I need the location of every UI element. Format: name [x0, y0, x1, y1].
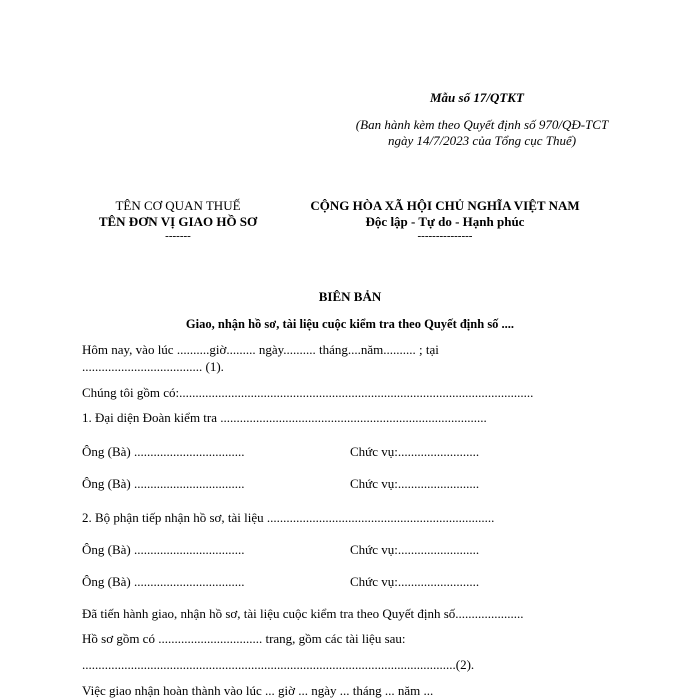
- agency-name: TÊN CƠ QUAN THUẾ: [115, 198, 241, 213]
- receiving-member-position: Chức vụ:.........................: [350, 574, 480, 589]
- agency-divider: -------: [165, 230, 191, 242]
- receiving-unit-heading: 2. Bộ phận tiếp nhận hồ sơ, tài liệu ......................................................................: [82, 510, 495, 525]
- national-motto: Độc lập - Tự do - Hạnh phúc: [365, 214, 525, 229]
- delivering-unit-name: TÊN ĐƠN VỊ GIAO HỒ SƠ: [98, 214, 258, 229]
- receiving-member-name: Ông (Bà) ..................................: [82, 542, 245, 557]
- inspection-member-name: Ông (Bà) ..................................: [82, 476, 245, 491]
- meeting-place-line: ..................................... (1).: [82, 359, 224, 374]
- receiving-member-name: Ông (Bà) ..................................: [82, 574, 245, 589]
- motto-divider: ---------------: [417, 230, 473, 242]
- inspection-team-heading: 1. Đại diện Đoàn kiểm tra ..................................................................................: [82, 410, 487, 425]
- issuance-note-line1: (Ban hành kèm theo Quyết định số 970/QĐ-TCT: [355, 117, 609, 132]
- national-header: [290, 198, 600, 242]
- document-subtitle: Giao, nhận hồ sơ, tài liệu cuộc kiểm tra theo Quyết định số ....: [185, 317, 515, 331]
- document-title: BIÊN BẢN: [318, 289, 382, 304]
- issuance-note: [340, 117, 624, 149]
- completion-time-line: Việc giao nhận hoàn thành vào lúc ... giờ ... ngày ... tháng ... năm ...: [82, 683, 434, 698]
- inspection-member-name: Ông (Bà) ..................................: [82, 444, 245, 459]
- meeting-time-line: Hôm nay, vào lúc ..........giờ......... ngày.......... tháng....năm.......... ; tại: [82, 342, 439, 357]
- dossier-pages-line: Hồ sơ gồm có ................................ trang, gồm các tài liệu sau:: [82, 631, 406, 646]
- receiving-member-position: Chức vụ:.........................: [350, 542, 480, 557]
- form-code: Mẫu số 17/QTKT: [430, 90, 524, 105]
- country-name: CỘNG HÒA XÃ HỘI CHỦ NGHĨA VIỆT NAM: [310, 198, 580, 213]
- issuance-note-line2: ngày 14/7/2023 của Tổng cục Thuế): [387, 133, 577, 148]
- agency-header: [80, 198, 276, 242]
- participants-line: Chúng tôi gồm có:.............................................................................................................: [82, 385, 534, 400]
- inspection-member-position: Chức vụ:.........................: [350, 476, 480, 491]
- documents-list-line: ...................................................................................................................(2).: [82, 657, 475, 672]
- inspection-member-position: Chức vụ:.........................: [350, 444, 480, 459]
- handover-statement: Đã tiến hành giao, nhận hồ sơ, tài liệu cuộc kiểm tra theo Quyết định số.....................: [82, 606, 524, 621]
